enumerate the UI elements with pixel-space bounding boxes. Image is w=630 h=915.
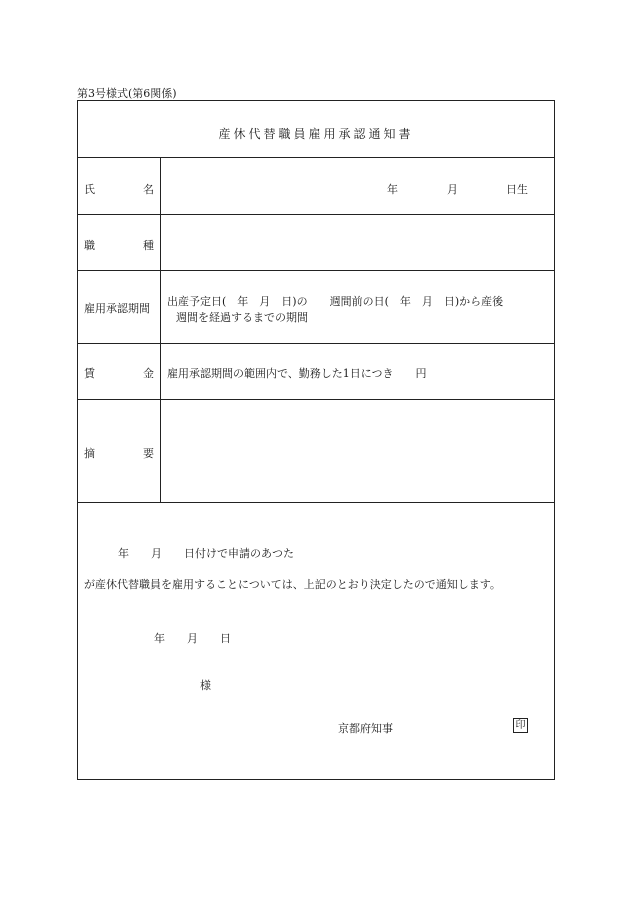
job-label <box>84 237 154 253</box>
job-label-a: 職 <box>84 239 95 252</box>
divider-job <box>78 270 554 271</box>
name-label-a: 氏 <box>84 183 95 196</box>
remarks-label-b: 要 <box>143 447 154 460</box>
issuer-name: 京都府知事 <box>338 722 393 735</box>
divider-period <box>78 343 554 344</box>
job-label-b: 種 <box>143 239 154 252</box>
application-date-line: 年 月 日付けで申請のあつた <box>118 547 294 560</box>
name-label <box>84 181 154 197</box>
remarks-label-a: 摘 <box>84 447 95 460</box>
form-title: 産休代替職員雇用承認通知書 <box>218 127 414 141</box>
divider-name <box>78 214 554 215</box>
wage-label-b: 金 <box>143 367 154 380</box>
seal-mark: 印 <box>513 718 528 733</box>
birth-day: 日生 <box>506 183 528 196</box>
label-column-divider <box>160 157 161 502</box>
divider-wage <box>78 399 554 400</box>
period-label-text: 雇用承認期間 <box>84 302 150 315</box>
wage-label-a: 賃 <box>84 367 95 380</box>
wage-label <box>84 365 154 381</box>
period-line-2: 週間を経過するまでの期間 <box>176 311 308 324</box>
remarks-label <box>84 445 154 461</box>
decision-line: が産休代替職員を雇用することについては、上記のとおり決定したので通知します。 <box>84 578 501 591</box>
wage-text: 雇用承認期間の範囲内で、勤務した1日につき 円 <box>167 367 427 380</box>
period-line-1: 出産予定日( 年 月 日)の 週間前の日( 年 月 日)から産後 <box>167 295 504 308</box>
addressee-suffix: 様 <box>200 679 211 692</box>
notice-date: 年 月 日 <box>154 632 231 645</box>
name-label-b: 名 <box>143 183 154 196</box>
birth-year: 年 <box>387 183 398 196</box>
period-label <box>84 300 154 316</box>
divider-title <box>78 157 554 158</box>
notice-form <box>77 100 555 780</box>
form-number: 第3号様式(第6関係) <box>77 87 177 100</box>
divider-remarks <box>78 502 554 503</box>
birth-month: 月 <box>447 183 458 196</box>
